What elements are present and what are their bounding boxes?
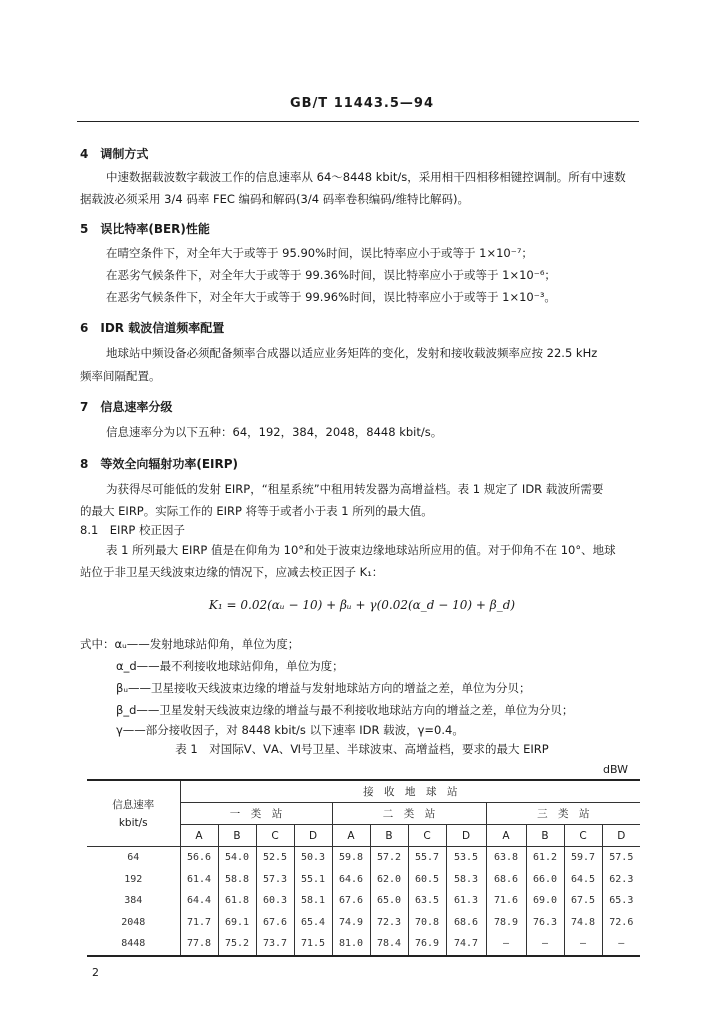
eirp-value-cell: 70.8: [408, 912, 446, 934]
eirp-value-cell: —: [602, 933, 640, 956]
eirp-value-cell: 72.6: [602, 912, 640, 934]
eirp-value-cell: 65.4: [294, 912, 332, 934]
definition-gamma: γ——部分接收因子，对 8448 kbit/s 以下速率 IDR 载波，γ=0.4。: [116, 723, 464, 737]
class-3-header: 三 类 站: [486, 803, 640, 825]
eirp-value-cell: —: [526, 933, 564, 956]
eirp-value-cell: 57.2: [370, 847, 408, 869]
eirp-value-cell: 72.3: [370, 912, 408, 934]
eirp-value-cell: 77.8: [180, 933, 218, 956]
table-row: [87, 912, 640, 934]
eirp-value-cell: 57.5: [602, 847, 640, 869]
eirp-value-cell: 69.1: [218, 912, 256, 934]
eirp-value-cell: 74.9: [332, 912, 370, 934]
section-8-line-2: 的最大 EIRP。实际工作的 EIRP 将等于或者小于表 1 所列的最大值。: [80, 504, 433, 518]
eirp-value-cell: 60.3: [256, 890, 294, 912]
eirp-value-cell: 60.5: [408, 869, 446, 891]
section-8-1-line-2: 站位于非卫星天线波束边缘的情况下，应减去校正因子 K₁：: [80, 565, 384, 579]
eirp-value-cell: 73.7: [256, 933, 294, 956]
eirp-value-cell: 58.3: [446, 869, 486, 891]
section-5-title: 5 误比特率(BER)性能: [80, 222, 210, 236]
eirp-value-cell: 59.7: [564, 847, 602, 869]
eirp-value-cell: 63.5: [408, 890, 446, 912]
sub-header-cell: C: [256, 825, 294, 847]
eirp-value-cell: —: [564, 933, 602, 956]
eirp-value-cell: 57.3: [256, 869, 294, 891]
eirp-value-cell: 71.7: [180, 912, 218, 934]
sub-header-cell: A: [332, 825, 370, 847]
eirp-value-cell: 62.3: [602, 869, 640, 891]
table-row: [87, 933, 640, 956]
section-5-line-2: 在恶劣气候条件下，对全年大于或等于 99.36%时间，误比特率应小于或等于 1×10⁻⁶；: [106, 268, 556, 282]
rate-column-header: [87, 780, 180, 847]
eirp-value-cell: 66.0: [526, 869, 564, 891]
eirp-value-cell: 61.3: [446, 890, 486, 912]
eirp-value-cell: 61.4: [180, 869, 218, 891]
definition-beta-d: β_d——卫星发射天线波束边缘的增益与最不利接收地球站方向的增益之差，单位为分贝；: [116, 703, 574, 717]
page-number: 2: [92, 966, 99, 979]
eirp-value-cell: 71.5: [294, 933, 332, 956]
eirp-value-cell: 54.0: [218, 847, 256, 869]
eirp-value-cell: 58.1: [294, 890, 332, 912]
page-header: GB/T 11443.5—94: [289, 96, 435, 111]
table-row: [87, 847, 640, 869]
section-7-title: 7 信息速率分级: [80, 400, 173, 414]
eirp-value-cell: 59.8: [332, 847, 370, 869]
sub-header-cell: D: [294, 825, 332, 847]
rate-cell: 64: [127, 852, 140, 864]
section-8-title: 8 等效全向辐射功率(EIRP): [80, 457, 239, 471]
table-row: [87, 890, 640, 912]
eirp-value-cell: 74.7: [446, 933, 486, 956]
sub-header-cell: B: [370, 825, 408, 847]
eirp-value-cell: 65.3: [602, 890, 640, 912]
sub-header-cell: D: [446, 825, 486, 847]
table-body: [87, 847, 640, 956]
eirp-value-cell: 63.8: [486, 847, 526, 869]
header-rule: [77, 121, 639, 122]
section-8-1-title: 8.1 EIRP 校正因子: [80, 523, 186, 537]
eirp-value-cell: 76.9: [408, 933, 446, 956]
sub-header-cell: A: [486, 825, 526, 847]
sub-header-cell: C: [564, 825, 602, 847]
table-caption: 表 1 对国际Ⅴ、ⅤA、Ⅵ号卫星、半球波束、高增益档，要求的最大 EIRP: [175, 742, 549, 756]
rate-cell: 2048: [121, 916, 146, 928]
eirp-value-cell: 64.6: [332, 869, 370, 891]
eirp-value-cell: 78.4: [370, 933, 408, 956]
section-6-line-2: 频率间隔配置。: [80, 369, 161, 383]
eirp-value-cell: 56.6: [180, 847, 218, 869]
section-4-line-1: 中速数据载波数字载波工作的信息速率从 64～8448 kbit/s，采用相干四相移相键控调制。所有中速数: [106, 170, 626, 184]
correction-formula: K₁ = 0.02(αᵤ − 10) + βᵤ + γ(0.02(α_d − 10) + β_d): [208, 598, 516, 612]
rate-cell: 8448: [87, 933, 180, 956]
rate-header-label: 信息速率: [112, 798, 155, 811]
section-4-title: 4 调制方式: [80, 147, 149, 161]
rate-cell: 192: [124, 873, 143, 885]
section-6-title: 6 IDR 载波信道频率配置: [80, 321, 225, 335]
section-6-line-1: 地球站中频设备必须配备频率合成器以适应业务矩阵的变化，发射和接收载波频率应按 22.5 kHz: [106, 346, 598, 360]
section-4-line-2: 据载波必须采用 3/4 码率 FEC 编码和解码(3/4 码率卷积编码/维特比解码)。: [80, 192, 470, 206]
eirp-value-cell: 50.3: [294, 847, 332, 869]
eirp-value-cell: 52.5: [256, 847, 294, 869]
eirp-value-cell: 67.5: [564, 890, 602, 912]
rate-header-unit: kbit/s: [118, 816, 148, 829]
rate-cell: 384: [124, 895, 143, 907]
eirp-value-cell: 53.5: [446, 847, 486, 869]
definition-alpha-u: 式中：αᵤ——发射地球站仰角，单位为度；: [80, 637, 300, 651]
eirp-value-cell: 67.6: [332, 890, 370, 912]
eirp-value-cell: 55.1: [294, 869, 332, 891]
eirp-value-cell: 64.4: [180, 890, 218, 912]
eirp-value-cell: 81.0: [332, 933, 370, 956]
sub-header-cell: A: [180, 825, 218, 847]
definition-alpha-d: α_d——最不利接收地球站仰角，单位为度；: [116, 659, 344, 673]
table-unit: dBW: [602, 763, 628, 776]
section-8-1-line-1: 表 1 所列最大 EIRP 值是在仰角为 10°和处于波束边缘地球站所应用的值。对于仰角不在 10°、地球: [106, 543, 616, 557]
eirp-value-cell: —: [486, 933, 526, 956]
receive-station-header: 接 收 地 球 站: [180, 780, 640, 803]
eirp-table: [87, 779, 640, 957]
section-8-line-1: 为获得尽可能低的发射 EIRP，“租星系统”中租用转发器为高增益档。表 1 规定了 IDR 载波所需要: [106, 482, 604, 496]
eirp-value-cell: 68.6: [446, 912, 486, 934]
sub-header-cell: B: [526, 825, 564, 847]
eirp-value-cell: 78.9: [486, 912, 526, 934]
class-2-header: 二 类 站: [332, 803, 486, 825]
eirp-value-cell: 61.8: [218, 890, 256, 912]
section-5-line-1: 在晴空条件下，对全年大于或等于 95.90%时间，误比特率应小于或等于 1×10⁻⁷；: [106, 246, 533, 260]
eirp-value-cell: 65.0: [370, 890, 408, 912]
eirp-value-cell: 55.7: [408, 847, 446, 869]
section-7-line-1: 信息速率分为以下五种：64，192，384，2048，8448 kbit/s。: [106, 425, 443, 439]
sub-header-cell: C: [408, 825, 446, 847]
table-row: [87, 869, 640, 891]
eirp-value-cell: 62.0: [370, 869, 408, 891]
eirp-value-cell: 71.6: [486, 890, 526, 912]
sub-header-cell: D: [602, 825, 640, 847]
section-5-line-3: 在恶劣气候条件下，对全年大于或等于 99.96%时间，误比特率应小于或等于 1×10⁻³。: [106, 290, 556, 304]
eirp-value-cell: 69.0: [526, 890, 564, 912]
eirp-value-cell: 68.6: [486, 869, 526, 891]
eirp-value-cell: 76.3: [526, 912, 564, 934]
eirp-value-cell: 61.2: [526, 847, 564, 869]
eirp-value-cell: 64.5: [564, 869, 602, 891]
class-1-header: 一 类 站: [180, 803, 332, 825]
eirp-value-cell: 75.2: [218, 933, 256, 956]
eirp-value-cell: 58.8: [218, 869, 256, 891]
eirp-value-cell: 74.8: [564, 912, 602, 934]
eirp-value-cell: 67.6: [256, 912, 294, 934]
sub-header-cell: B: [218, 825, 256, 847]
definition-beta-u: βᵤ——卫星接收天线波束边缘的增益与发射地球站方向的增益之差，单位为分贝；: [116, 681, 531, 695]
